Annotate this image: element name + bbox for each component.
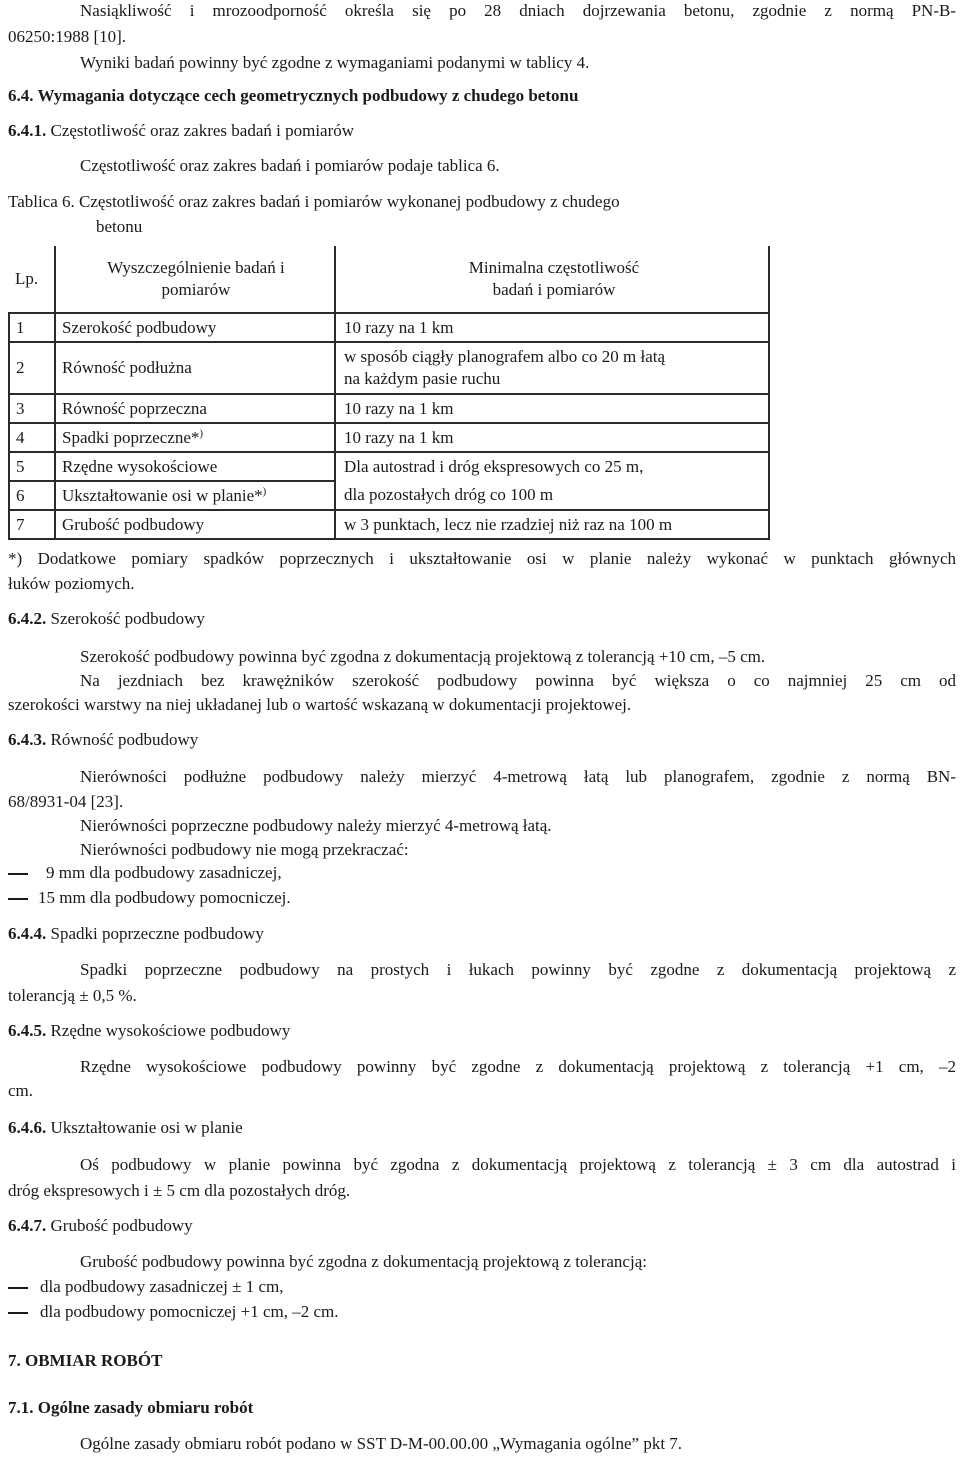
section-heading-7-1: 7.1. Ogólne zasady obmiaru robót (8, 1398, 254, 1417)
subsection-heading-6-4-3: 6.4.3. Równość podbudowy (8, 730, 199, 749)
paragraph-6-4-1: Częstotliwość oraz zakres badań i pomiarów podaje tablica 6. (80, 156, 500, 175)
subsection-heading-6-4-4: 6.4.4. Spadki poprzeczne podbudowy (8, 924, 264, 943)
bullet-item: dla podbudowy zasadniczej ± 1 cm, (8, 1274, 283, 1300)
subsection-heading-6-4-7: 6.4.7. Grubość podbudowy (8, 1216, 193, 1235)
table-footnote-line-2: łuków poziomych. (8, 574, 135, 593)
table-row (9, 423, 769, 452)
row-frequency: Dla autostrad i dróg ekspresowych co 25 m, (335, 452, 769, 481)
header-name: Wyszczególnienie badań i pomiarów (55, 246, 335, 313)
paragraph-6-4-5-line-2: cm. (8, 1081, 34, 1100)
section-heading-6-4: 6.4. Wymagania dotyczące cech geometrycznych podbudowy z chudego betonu (8, 86, 579, 105)
row-frequency: 10 razy na 1 km (335, 313, 769, 342)
row-name: Rzędne wysokościowe (55, 452, 335, 481)
intro-line-3: Wyniki badań powinny być zgodne z wymaganiami podanymi w tablicy 4. (80, 53, 590, 72)
paragraph-6-4-3-3: Nierówności podbudowy nie mogą przekraczać: (80, 840, 409, 859)
header-lp: Lp. (9, 246, 55, 313)
row-frequency: w 3 punktach, lecz nie rzadziej niż raz na 100 m (335, 510, 769, 539)
table-row (9, 510, 769, 539)
row-lp: 6 (9, 481, 55, 510)
row-lp: 1 (9, 313, 55, 342)
row-name: Spadki poprzeczne*) (55, 423, 335, 452)
bullet-item: dla podbudowy pomocniczej +1 cm, –2 cm. (8, 1299, 339, 1325)
row-lp: 3 (9, 394, 55, 423)
bullet-item: 9 mm dla podbudowy zasadniczej, (8, 860, 282, 886)
row-frequency: w sposób ciągły planografem albo co 20 m łatą na każdym pasie ruchu (335, 342, 769, 394)
table-row (9, 394, 769, 423)
dash-bullet-icon (8, 1287, 28, 1289)
row-lp: 4 (9, 423, 55, 452)
paragraph-6-4-7: Grubość podbudowy powinna być zgodna z dokumentacją projektową z tolerancją: (80, 1252, 647, 1271)
subsection-title: Częstotliwość oraz zakres badań i pomiarów (50, 121, 355, 140)
frequency-table (8, 246, 770, 540)
table-footnote-line-1: *) Dodatkowe pomiary spadków poprzecznych i ukształtowanie osi w planie należy wykonać w punktach głównych (8, 549, 956, 568)
subsection-number: 6.4.1. (8, 121, 47, 140)
header-frequency: Minimalna częstotliwość badań i pomiarów (335, 246, 769, 313)
paragraph-6-4-5-line-1: Rzędne wysokościowe podbudowy powinny być zgodne z dokumentacją projektową z tolerancją +1 cm, –2 (80, 1057, 956, 1076)
section-heading-7: 7. OBMIAR ROBÓT (8, 1351, 163, 1370)
dash-bullet-icon (8, 1312, 28, 1314)
row-name: Równość podłużna (55, 342, 335, 394)
dash-bullet-icon (8, 898, 28, 900)
paragraph-6-4-3-1-line-1: Nierówności podłużne podbudowy należy mierzyć 4-metrową łatą lub planografem, zgodnie z normą BN- (80, 767, 956, 786)
row-lp: 5 (9, 452, 55, 481)
paragraph-6-4-2-1: Szerokość podbudowy powinna być zgodna z dokumentacją projektową z tolerancją +10 cm, –5 cm. (80, 647, 766, 666)
row-lp: 2 (9, 342, 55, 394)
table-row (9, 342, 769, 394)
paragraph-6-4-6-line-1: Oś podbudowy w planie powinna być zgodna z dokumentacją projektową z tolerancją ± 3 cm dla autostrad i (80, 1155, 956, 1174)
paragraph-6-4-6-line-2: dróg ekspresowych i ± 5 cm dla pozostałych dróg. (8, 1181, 351, 1200)
table-row (9, 481, 769, 510)
paragraph-7-1: Ogólne zasady obmiaru robót podano w SST D-M-00.00.00 „Wymagania ogólne” pkt 7. (80, 1434, 683, 1453)
bullet-item: 15 mm dla podbudowy pomocniczej. (8, 885, 291, 911)
subsection-heading-6-4-5: 6.4.5. Rzędne wysokościowe podbudowy (8, 1021, 291, 1040)
row-name: Równość poprzeczna (55, 394, 335, 423)
paragraph-6-4-2-2-line-2: szerokości warstwy na niej układanej lub o wartość wskazaną w dokumentacji projektowej. (8, 695, 632, 714)
table-row (9, 452, 769, 481)
row-frequency: 10 razy na 1 km (335, 394, 769, 423)
subsection-heading-6-4-1 (8, 118, 354, 144)
subsection-heading-6-4-2: 6.4.2. Szerokość podbudowy (8, 609, 205, 628)
table-caption-line-2: betonu (96, 217, 143, 236)
table-row (9, 313, 769, 342)
row-lp: 7 (9, 510, 55, 539)
paragraph-6-4-2-2-line-1: Na jezdniach bez krawężników szerokość podbudowy powinna być większa o co najmniej 25 cm od (80, 671, 956, 690)
intro-line-1: Nasiąkliwość i mrozoodporność określa się po 28 dniach dojrzewania betonu, zgodnie z normą PN-B- (80, 1, 956, 20)
row-frequency: dla pozostałych dróg co 100 m (335, 481, 769, 510)
paragraph-6-4-3-1-line-2: 68/8931-04 [23]. (8, 792, 124, 811)
row-name: Szerokość podbudowy (55, 313, 335, 342)
row-name: Grubość podbudowy (55, 510, 335, 539)
paragraph-6-4-4-line-1: Spadki poprzeczne podbudowy na prostych i łukach powinny być zgodne z dokumentacją projektową z (80, 960, 956, 979)
row-name: Ukształtowanie osi w planie*) (55, 481, 335, 510)
paragraph-6-4-3-2: Nierówności poprzeczne podbudowy należy mierzyć 4-metrową łatą. (80, 816, 552, 835)
intro-line-2: 06250:1988 [10]. (8, 27, 127, 46)
paragraph-6-4-4-line-2: tolerancją ± 0,5 %. (8, 986, 137, 1005)
row-frequency: 10 razy na 1 km (335, 423, 769, 452)
dash-bullet-icon (8, 873, 28, 875)
subsection-heading-6-4-6: 6.4.6. Ukształtowanie osi w planie (8, 1118, 243, 1137)
table-caption-line-1: Tablica 6. Częstotliwość oraz zakres badań i pomiarów wykonanej podbudowy z chudego (8, 192, 620, 211)
table-header-row (9, 246, 769, 313)
